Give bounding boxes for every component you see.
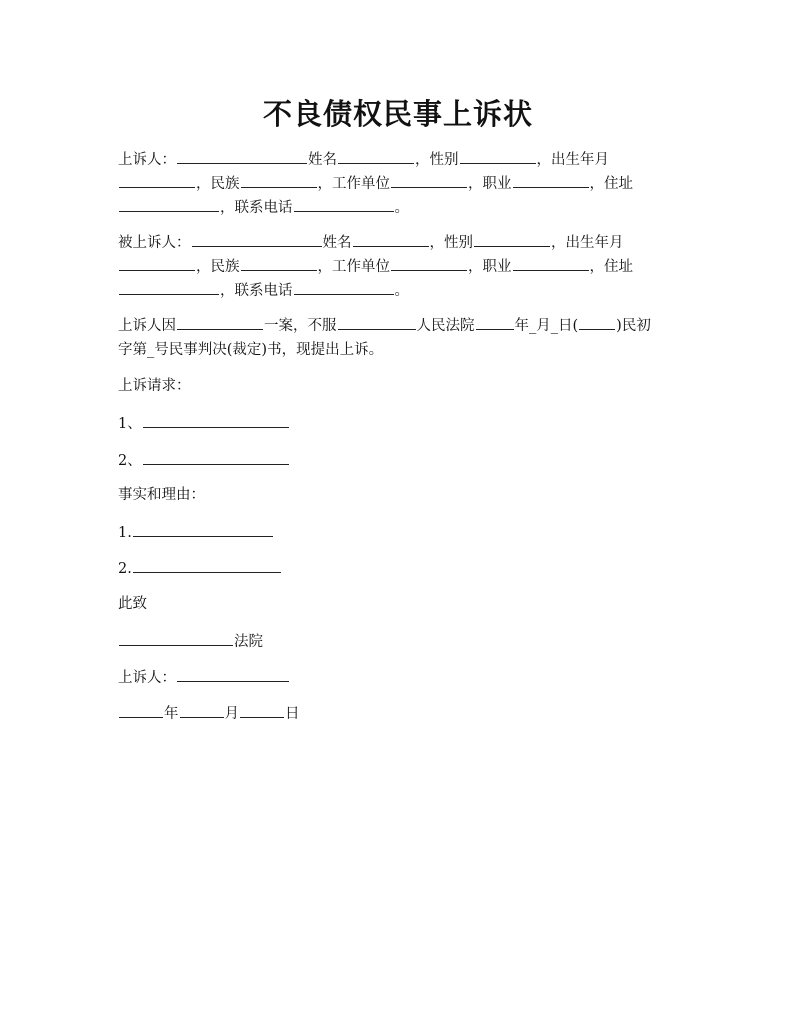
appellee-blank-birth[interactable] (119, 255, 195, 271)
case-blank-code[interactable] (579, 314, 615, 330)
appellee-line-1 (118, 231, 678, 255)
case-text-1: 上诉人因 (118, 318, 176, 334)
fact-item-1 (118, 521, 274, 543)
appellee-blank-phone[interactable] (294, 279, 394, 295)
appellee-blank-address[interactable] (119, 279, 219, 295)
appellant-ethnic-label: ，民族 (196, 176, 240, 192)
appellee-blank-job[interactable] (513, 255, 589, 271)
requests-heading: 上诉请求： (118, 378, 191, 394)
appellee-line-3 (118, 279, 678, 303)
appellant-blank-phone[interactable] (294, 196, 394, 212)
signer-line (118, 666, 290, 688)
date-month-label: 月 (224, 706, 239, 722)
fact-item-2 (118, 557, 282, 579)
date-line (118, 702, 300, 724)
date-day-label: 日 (285, 706, 300, 722)
appellee-blank-party[interactable] (192, 231, 322, 247)
case-line-2 (118, 338, 678, 362)
appellant-line-3 (118, 196, 678, 220)
salutation: 此致 (118, 596, 147, 612)
case-text-3: 人民法院 (416, 318, 475, 334)
appellant-blank-work[interactable] (391, 172, 467, 188)
fact-item-2-number: 2. (118, 561, 132, 577)
appellee-line-2 (118, 255, 678, 279)
appellant-blank-party[interactable] (177, 148, 307, 164)
request-item-2-blank[interactable] (143, 449, 289, 465)
request-item-1-number: 1、 (118, 416, 142, 432)
date-month-blank[interactable] (180, 702, 224, 718)
case-blank-cause[interactable] (177, 314, 263, 330)
case-paragraph (118, 314, 678, 362)
document-title: 不良债权民事上诉状 (262, 97, 533, 131)
case-line-1 (118, 314, 678, 338)
date-year-label: 年 (164, 706, 179, 722)
appellee-gender-label: ，性别 (429, 235, 473, 251)
appellant-blank-job[interactable] (513, 172, 589, 188)
appellant-phone-label: ，联系电话 (220, 200, 293, 216)
fact-item-1-blank[interactable] (133, 521, 273, 537)
request-item-2 (118, 449, 290, 471)
appellant-blank-gender[interactable] (460, 148, 536, 164)
appellant-gender-label: ，性别 (415, 152, 459, 168)
signer-label: 上诉人： (118, 670, 176, 686)
appellant-label: 上诉人： (118, 152, 176, 168)
appellant-blank-address[interactable] (119, 196, 219, 212)
appellant-line-1 (118, 148, 678, 172)
appellee-blank-ethnic[interactable] (241, 255, 317, 271)
case-text-6: 字第_号民事判决(裁定)书，现提出上诉。 (118, 342, 384, 358)
case-blank-year[interactable] (476, 314, 514, 330)
appellee-line-end: 。 (394, 283, 409, 299)
appellant-blank-ethnic[interactable] (241, 172, 317, 188)
appellee-blank-name[interactable] (353, 231, 429, 247)
fact-item-1-number: 1. (118, 525, 132, 541)
appellee-section (118, 231, 678, 303)
appellee-job-label: ，职业 (468, 259, 512, 275)
appellee-label: 被上诉人： (118, 235, 191, 251)
appellant-blank-birth[interactable] (119, 172, 195, 188)
appellee-blank-gender[interactable] (474, 231, 550, 247)
request-item-1-blank[interactable] (143, 412, 289, 428)
appellee-blank-work[interactable] (391, 255, 467, 271)
fact-item-2-blank[interactable] (133, 557, 281, 573)
court-suffix: 法院 (234, 634, 263, 650)
request-item-1 (118, 412, 290, 434)
request-item-2-number: 2、 (118, 453, 142, 469)
appellant-job-label: ，职业 (468, 176, 512, 192)
appellee-work-label: ，工作单位 (317, 259, 390, 275)
appellant-line-end: 。 (394, 200, 409, 216)
appellant-name-label: 姓名 (308, 152, 337, 168)
appellee-phone-label: ，联系电话 (220, 283, 293, 299)
court-line (118, 630, 263, 652)
appellee-birth-label: ，出生年月 (551, 235, 624, 251)
appellant-address-label: ，住址 (589, 176, 633, 192)
appellant-work-label: ，工作单位 (317, 176, 390, 192)
case-text-4: 年_月_日( (514, 318, 579, 334)
appellee-name-label: 姓名 (322, 235, 352, 251)
appellee-ethnic-label: ，民族 (196, 259, 240, 275)
appellee-address-label: ，住址 (589, 259, 633, 275)
case-text-5: )民初 (616, 318, 651, 334)
case-blank-court[interactable] (338, 314, 416, 330)
signer-blank[interactable] (177, 666, 289, 682)
appellant-birth-label: ，出生年月 (536, 152, 609, 168)
court-name-blank[interactable] (119, 630, 233, 646)
facts-heading: 事实和理由： (118, 487, 205, 503)
appellant-blank-name[interactable] (338, 148, 414, 164)
appellant-section (118, 148, 678, 220)
date-year-blank[interactable] (119, 702, 163, 718)
case-text-2: 一案，不服 (264, 318, 337, 334)
appellant-line-2 (118, 172, 678, 196)
date-day-blank[interactable] (240, 702, 284, 718)
